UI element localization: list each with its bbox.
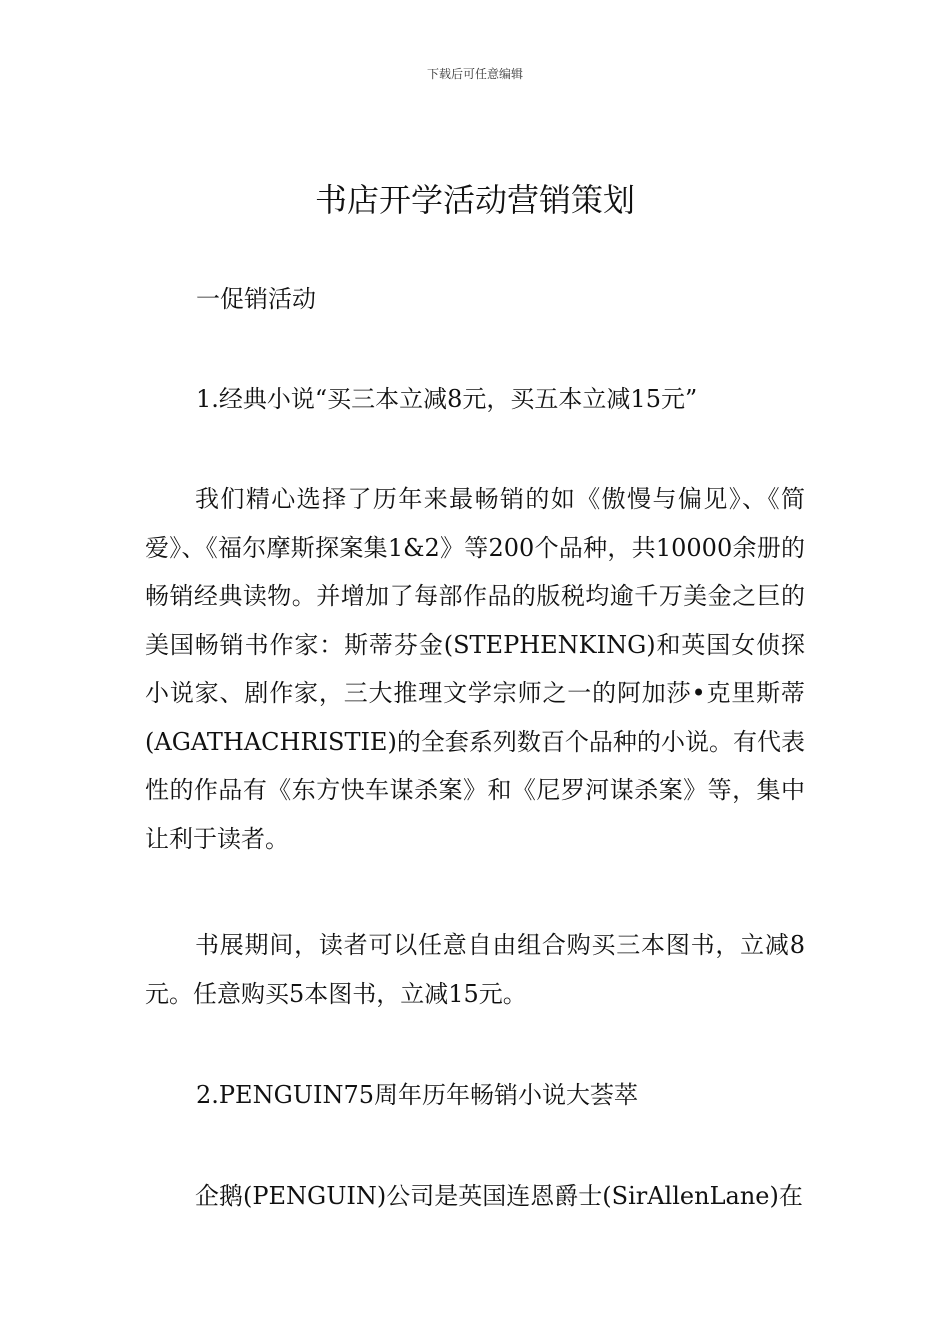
- section-heading-promotions: 一促销活动: [196, 285, 316, 313]
- item-2-paragraph-1: 企鹅(PENGUIN)公司是英国连恩爵士(SirAllenLane)在: [195, 1182, 803, 1210]
- item-1-heading: 1.经典小说“买三本立减8元，买五本立减15元”: [196, 385, 698, 413]
- item-1-paragraph-1: 我们精心选择了历年来最畅销的如《傲慢与偏见》、《简爱》、《福尔摩斯探案集1&2》等200个品种，共10000余册的畅销经典读物。并增加了每部作品的版税均逾千万美金之巨的美国畅销书作家：斯蒂芬金(STEPHENKING)和英国女侦探小说家、剧作家，三大推理文学宗师之一的阿加莎•克里斯蒂(AGATHACHRISTIE)的全套系列数百个品种的小说。有代表性的作品有《东方快车谋杀案》和《尼罗河谋杀案》等，集中让利于读者。: [145, 485, 805, 853]
- item-1-paragraph-2: 书展期间，读者可以任意自由组合购买三本图书，立减8元。任意购买5本图书，立减15元。: [145, 931, 805, 1008]
- document-title: 书店开学活动营销策划: [314, 181, 635, 219]
- item-2-heading: 2.PENGUIN75周年历年畅销小说大荟萃: [196, 1081, 638, 1109]
- page-header-note: 下载后可任意编辑: [426, 67, 523, 81]
